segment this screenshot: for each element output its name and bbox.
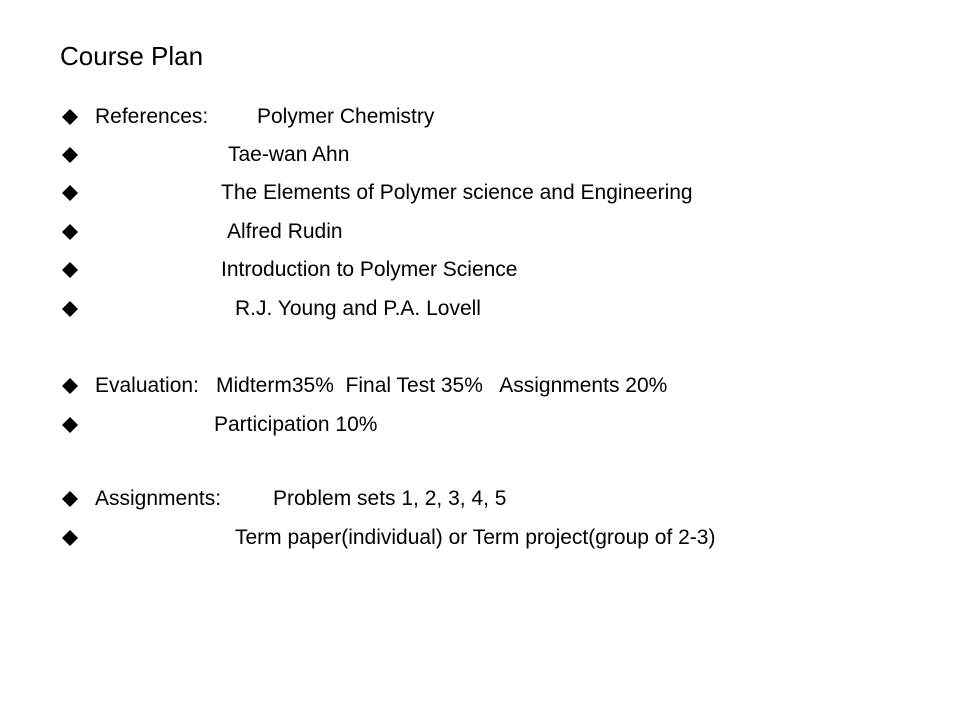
diamond-bullet-icon bbox=[62, 224, 78, 240]
bullet-text: Term paper(individual) or Term project(group of 2-3) bbox=[235, 526, 716, 549]
bullet-label: References: bbox=[95, 105, 209, 128]
bullet-text: Alfred Rudin bbox=[227, 220, 343, 243]
diamond-bullet-icon bbox=[62, 301, 78, 317]
diamond-bullet-icon bbox=[62, 185, 78, 201]
diamond-bullet-icon bbox=[62, 262, 78, 278]
diamond-bullet-icon bbox=[62, 109, 78, 125]
bullet-label: Evaluation: bbox=[95, 374, 199, 397]
diamond-bullet-icon bbox=[62, 491, 78, 507]
diamond-bullet-icon bbox=[62, 417, 78, 433]
bullet-text: The Elements of Polymer science and Engineering bbox=[221, 181, 693, 204]
diamond-bullet-icon bbox=[62, 147, 78, 163]
bullet-text: Tae-wan Ahn bbox=[228, 143, 350, 166]
diamond-bullet-icon bbox=[62, 378, 78, 394]
diamond-bullet-icon bbox=[62, 530, 78, 546]
bullet-text: Polymer Chemistry bbox=[257, 105, 435, 128]
bullet-text: Participation 10% bbox=[214, 413, 378, 436]
bullet-label: Assignments: bbox=[95, 487, 222, 510]
bullet-text: R.J. Young and P.A. Lovell bbox=[235, 297, 481, 320]
bullet-text: Midterm35% Final Test 35% Assignments 20% bbox=[216, 374, 668, 397]
slide-title: Course Plan bbox=[60, 41, 204, 71]
bullet-text: Problem sets 1, 2, 3, 4, 5 bbox=[273, 487, 507, 510]
bullet-text: Introduction to Polymer Science bbox=[221, 258, 518, 281]
